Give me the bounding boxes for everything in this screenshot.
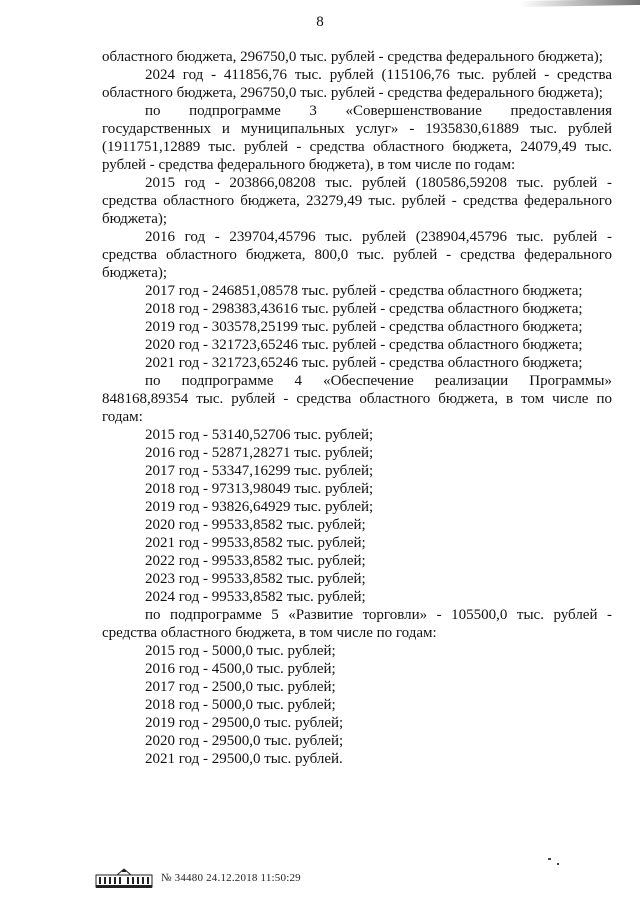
subprogram-4-year-list (102, 426, 612, 606)
scan-streak (520, 0, 640, 7)
document-registration-number: № 34480 24.12.2018 11:50:29 (161, 872, 301, 884)
list-item: 2018 год - 5000,0 тыс. рублей; (145, 697, 336, 713)
subprogram-5-intro: по подпрограмме 5 «Развитие торговли» - 105500,0 тыс. рублей - средства областного бюджета, в том числе по годам: (102, 607, 612, 641)
list-item: 2021 год - 29500,0 тыс. рублей. (145, 751, 343, 767)
list-item: 2018 год - 97313,98049 тыс. рублей; (145, 481, 374, 497)
paragraph-1: областного бюджета, 296750,0 тыс. рублей - средства федерального бюджета); (102, 49, 603, 65)
list-item: 2017 год - 53347,16299 тыс. рублей; (145, 463, 374, 479)
list-item: 2020 год - 29500,0 тыс. рублей; (145, 733, 344, 749)
paragraph-4: 2015 год - 203866,08208 тыс. рублей (180586,59208 тыс. рублей - средства областного бюджета, 23279,49 тыс. рублей - средства федерального бюджета); (102, 175, 612, 227)
scan-speck (548, 858, 551, 860)
scan-speck (557, 863, 559, 865)
list-item: 2022 год - 99533,8582 тыс. рублей; (145, 553, 366, 569)
paragraph-2: 2024 год - 411856,76 тыс. рублей (115106,76 тыс. рублей - средства областного бюджета, 296750,0 тыс. рублей - средства федерального бюджета); (102, 67, 612, 101)
subprogram-3-year-list (102, 282, 612, 372)
list-item: 2021 год - 321723,65246 тыс. рублей - средства областного бюджета; (145, 355, 583, 371)
list-item: 2019 год - 93826,64929 тыс. рублей; (145, 499, 374, 515)
list-item: 2016 год - 52871,28271 тыс. рублей; (145, 445, 374, 461)
list-item: 2021 год - 99533,8582 тыс. рублей; (145, 535, 366, 551)
subprogram-5-year-list (102, 642, 612, 768)
list-item: 2023 год - 99533,8582 тыс. рублей; (145, 571, 366, 587)
list-item: 2020 год - 99533,8582 тыс. рублей; (145, 517, 366, 533)
list-item: 2019 год - 303578,25199 тыс. рублей - средства областного бюджета; (145, 319, 583, 335)
paragraph-3: по подпрограмме 3 «Совершенствование предоставления государственных и муниципальных услуг» - 1935830,61889 тыс. рублей (1911751,12889 тыс. рублей - средства областного бюджета, 24079,49 тыс. рублей - средства федерального бюджета), в том числе по годам: (102, 103, 612, 173)
subprogram-4-intro: по подпрограмме 4 «Обеспечение реализации Программы» 848168,89354 тыс. рублей - средства областного бюджета, в том числе по годам: (102, 373, 612, 425)
list-item: 2015 год - 5000,0 тыс. рублей; (145, 643, 336, 659)
document-footer (95, 866, 301, 890)
list-item: 2017 год - 246851,08578 тыс. рублей - средства областного бюджета; (145, 283, 583, 299)
document-body (102, 48, 612, 768)
list-item: 2015 год - 53140,52706 тыс. рублей; (145, 427, 374, 443)
list-item: 2020 год - 321723,65246 тыс. рублей - средства областного бюджета; (145, 337, 583, 353)
list-item: 2017 год - 2500,0 тыс. рублей; (145, 679, 336, 695)
government-building-logo-icon (95, 867, 153, 889)
page-number: 8 (316, 14, 324, 30)
list-item: 2019 год - 29500,0 тыс. рублей; (145, 715, 344, 731)
paragraph-5: 2016 год - 239704,45796 тыс. рублей (238904,45796 тыс. рублей - средства областного бюджета, 800,0 тыс. рублей - средства федерального бюджета); (102, 229, 612, 281)
list-item: 2024 год - 99533,8582 тыс. рублей; (145, 589, 366, 605)
list-item: 2018 год - 298383,43616 тыс. рублей - средства областного бюджета; (145, 301, 583, 317)
list-item: 2016 год - 4500,0 тыс. рублей; (145, 661, 336, 677)
